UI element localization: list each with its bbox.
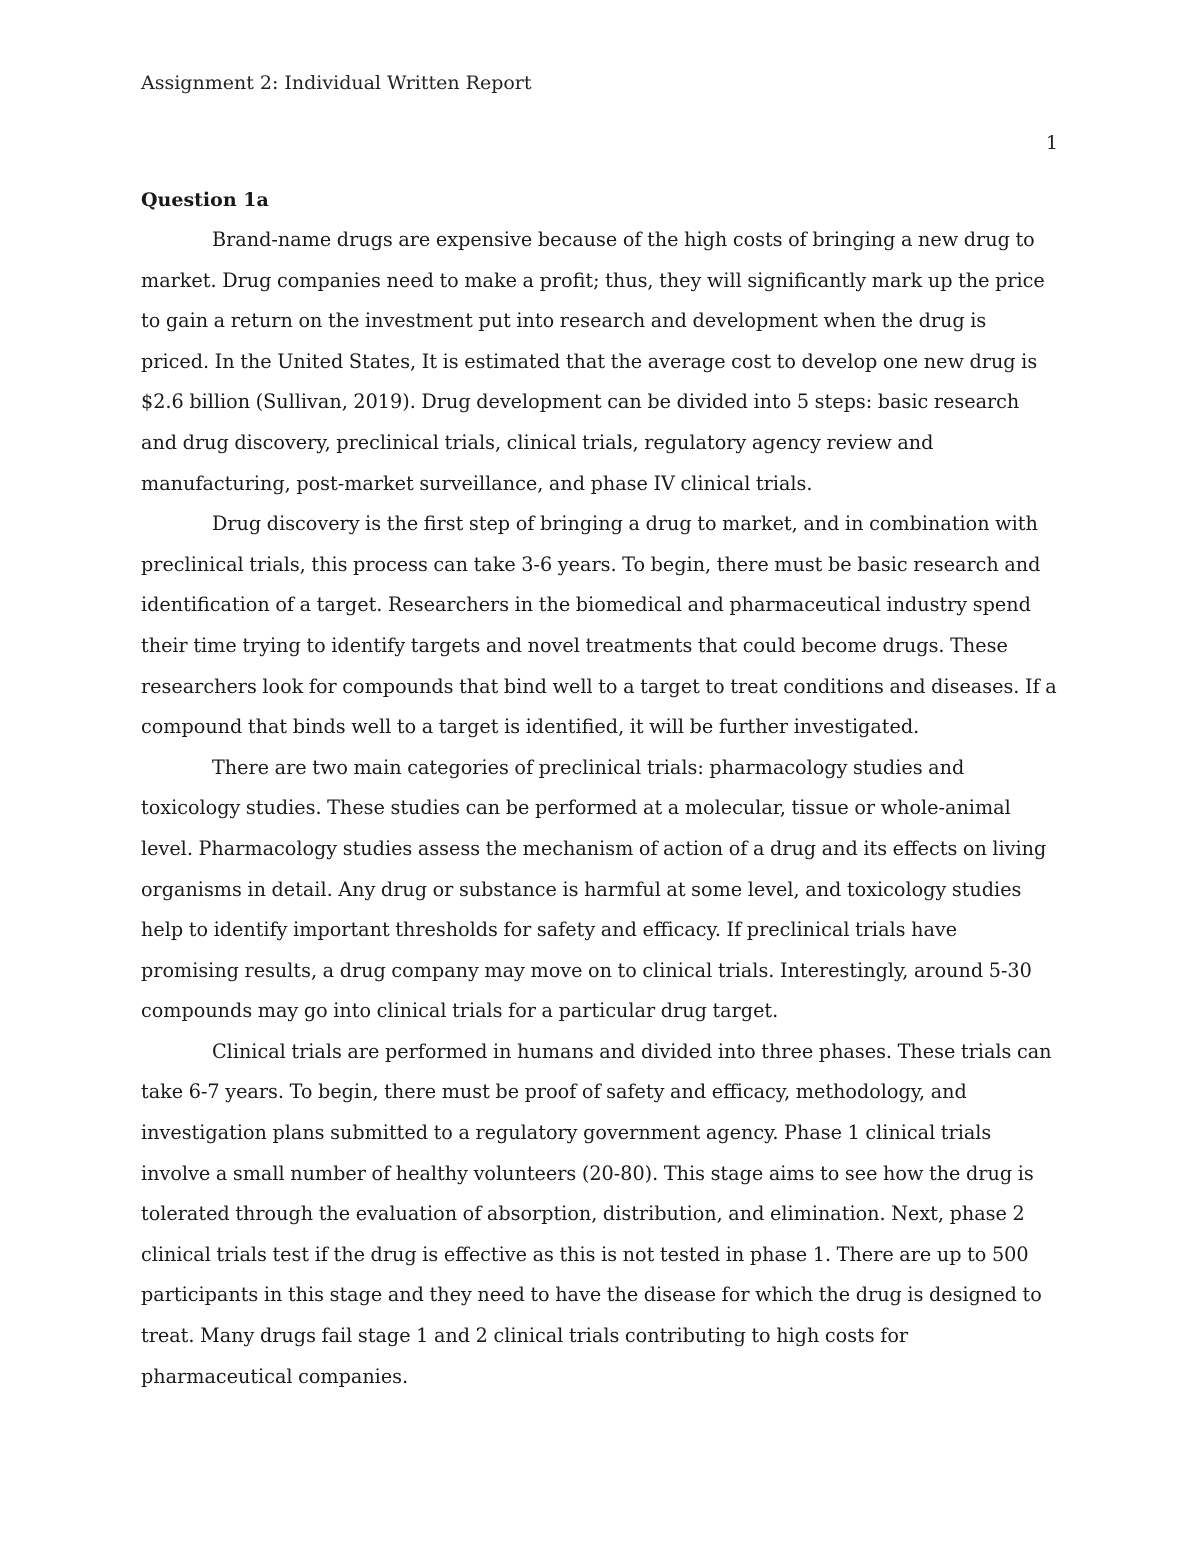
paragraph-clinical-trials: Clinical trials are performed in humans and divided into three phases. These trials can take 6-7 years. To begin, there must be proof of safety and efficacy, methodology, and investigation plans submitted to a regulatory government agency. Phase 1 clinical trials involve a small number of healthy volunteers (20-80). This stage aims to see how the drug is tolerated through the evaluation of absorption, distribution, and elimination. Next, phase 2 clinical trials test if the drug is effective as this is not tested in phase 1. There are up to 500 participants in this stage and they need to have the disease for which the drug is designed to treat. Many drugs fail stage 1 and 2 clinical trials contributing to high costs for pharmaceutical companies.	[141, 1039, 1052, 1388]
running-head: Assignment 2: Individual Written Report	[141, 72, 532, 94]
page-number: 1	[1045, 132, 1058, 154]
paragraph-preclinical-trials: There are two main categories of preclinical trials: pharmacology studies and toxicology studies. These studies can be performed at a molecular, tissue or whole-animal level. Pharmacology studies assess the mechanism of action of a drug and its effects on living organisms in detail. Any drug or substance is harmful at some level, and toxicology studies help to identify important thresholds for safety and efficacy. If preclinical trials have promising results, a drug company may move on to clinical trials. Interestingly, around 5-30 compounds may go into clinical trials for a particular drug target.	[141, 755, 1047, 1023]
paragraph-drug-discovery: Drug discovery is the first step of bringing a drug to market, and in combination with preclinical trials, this process can take 3-6 years. To begin, there must be basic research and identification of a target. Researchers in the biomedical and pharmaceutical industry spend their time trying to identify targets and novel treatments that could become drugs. These researchers look for compounds that bind well to a target to treat conditions and diseases. If a compound that binds well to a target is identified, it will be further investigated.	[141, 512, 1057, 739]
paragraph-cost-overview: Brand-name drugs are expensive because of the high costs of bringing a new drug to market. Drug companies need to make a profit; thus, they will significantly mark up the price to gain a return on the investment put into research and development when the drug is priced. In the United States, It is estimated that the average cost to develop one new drug is $2.6 billion (Sullivan, 2019). Drug development can be divided into 5 steps: basic research and drug discovery, preclinical trials, clinical trials, regulatory agency review and manufacturing, post-market surveillance, and phase IV clinical trials.	[141, 228, 1045, 495]
question-heading: Question 1a	[141, 189, 269, 211]
document-body	[141, 180, 1059, 1397]
